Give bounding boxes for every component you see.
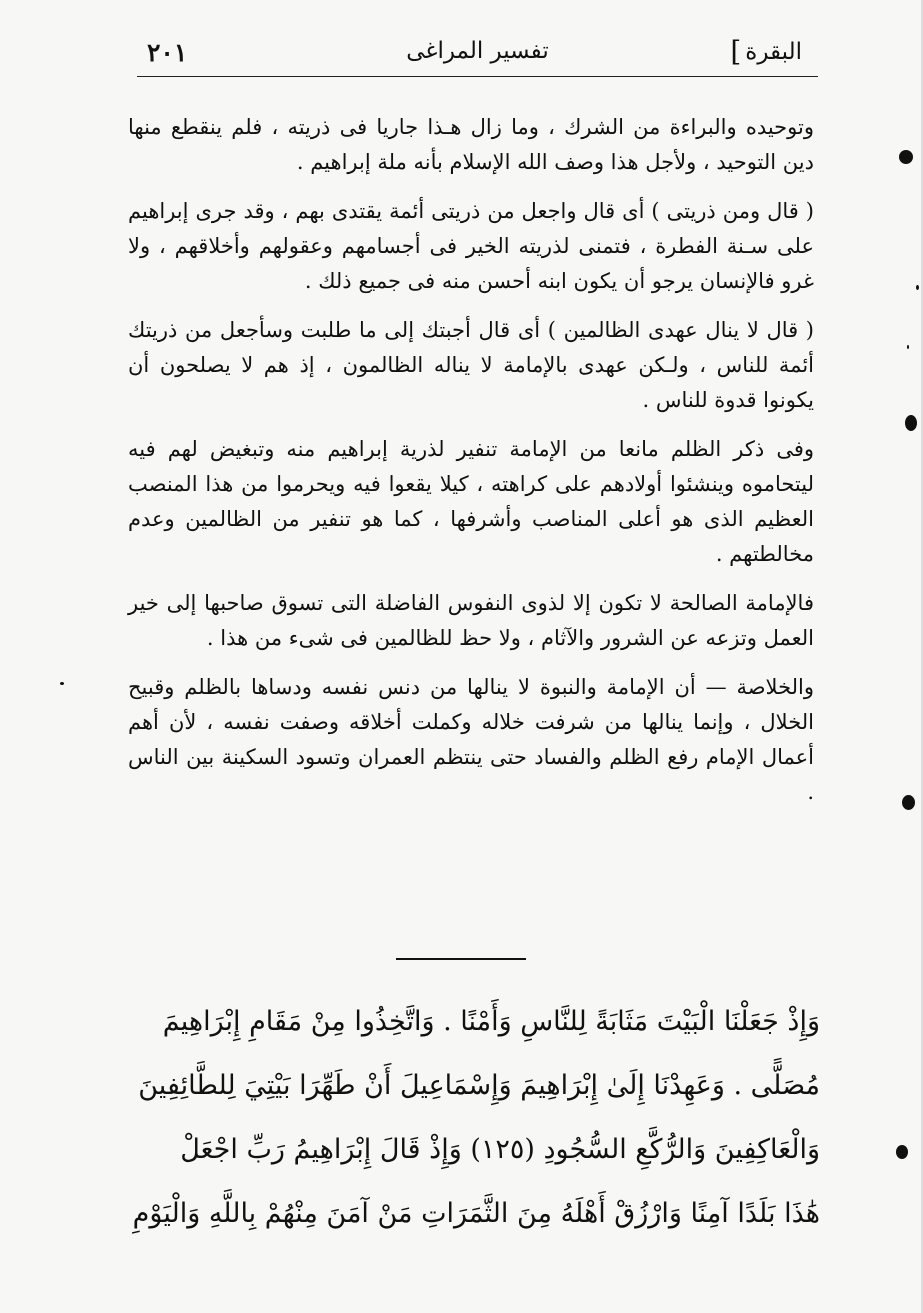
surah-name: البقرة: [745, 39, 802, 65]
scan-speck: [896, 1145, 908, 1159]
scan-speck: [902, 795, 915, 810]
scan-speck: [60, 682, 64, 685]
paragraph: ( قال ومن ذريتى ) أى قال واجعل من ذريتى أئمة يقتدى بهم ، وقد جرى إبراهيم على سـنة الفطرة ، فتمنى لذريته الخير فى أجسامهم وعقولهم وأخلاقهم ، ولا غرو فالإنسان يرجو أن يكون ابنه أحسن منه فى جميع ذلك .: [128, 199, 814, 293]
scan-speck: [916, 285, 919, 290]
header-divider: [137, 76, 818, 77]
paragraph: وتوحيده والبراءة من الشرك ، وما زال هـذا جاريا فى ذريته ، فلم ينقطع منها دين التوحيد ، ولأجل هذا وصف الله الإسلام بأنه ملة إبراهيم .: [128, 115, 814, 174]
scan-speck: [899, 150, 913, 164]
quran-verse-block: [118, 990, 820, 1246]
page-number: ٢٠١: [147, 38, 188, 67]
section-divider: [396, 958, 526, 960]
paragraph: ( قال لا ينال عهدى الظالمين ) أى قال أجبتك إلى ما طلبت وسأجعل من ذريتك أئمة للناس ، ولـكن عهدى بالإمامة لا يناله الظالمون ، إذ هم لا يصلحون أن يكونوا قدوة للناس .: [128, 318, 814, 412]
verse-line: هَٰذَا بَلَدًا آمِنًا وَارْزُقْ أَهْلَهُ مِنَ الثَّمَرَاتِ مَنْ آمَنَ مِنْهُمْ بِاللَّهِ وَالْيَوْمِ: [132, 1198, 820, 1229]
commentary-text: [128, 110, 814, 824]
paragraph: والخلاصة — أن الإمامة والنبوة لا ينالها من دنس نفسه ودساها بالظلم وقبيح الخلال ، وإنما ينالها من شرفت خلاله وكملت أخلاقه وصفت نفسه ، لأن أهم أعمال الإمام رفع الظلم والفساد حتى ينتظم العمران وتسود السكينة بين الناس .: [128, 675, 814, 804]
book-title: تفسير المراغى: [406, 38, 549, 64]
verse-line: وَإِذْ جَعَلْنَا الْبَيْتَ مَثَابَةً لِلنَّاسِ وَأَمْنًا . وَاتَّخِذُوا مِنْ مَقَامِ إِبْرَاهِيمَ: [162, 1006, 820, 1037]
paragraph: فالإمامة الصالحة لا تكون إلا لذوى النفوس الفاضلة التى تسوق صاحبها إلى خير العمل وتزعه عن الشرور والآثام ، ولا حظ للظالمين فى شىء من هذا .: [128, 591, 814, 650]
verse-line: مُصَلًّى . وَعَهِدْنَا إِلَىٰ إِبْرَاهِيمَ وَإِسْمَاعِيلَ أَنْ طَهِّرَا بَيْتِيَ لِلطَّائِفِينَ: [138, 1070, 820, 1101]
header-bracket: ]: [730, 35, 742, 68]
page-header: [135, 30, 820, 78]
scan-speck: [905, 415, 917, 431]
verse-line: وَالْعَاكِفِينَ وَالرُّكَّعِ السُّجُودِ (١٢٥) وَإِذْ قَالَ إِبْرَاهِيمُ رَبِّ اجْعَلْ: [180, 1134, 820, 1165]
paragraph: وفى ذكر الظلم مانعا من الإمامة تنفير لذرية إبراهيم منه وتبغيض لهم فيه ليتحاموه وينشئوا أولادهم على كراهته ، كيلا يقعوا فيه ويحرموا من هذا المنصب العظيم الذى هو أعلى المناصب وأشرفها ، كما هو تنفير من الظالمين وعدم مخالطتهم .: [128, 437, 814, 566]
scan-speck: [907, 345, 909, 349]
